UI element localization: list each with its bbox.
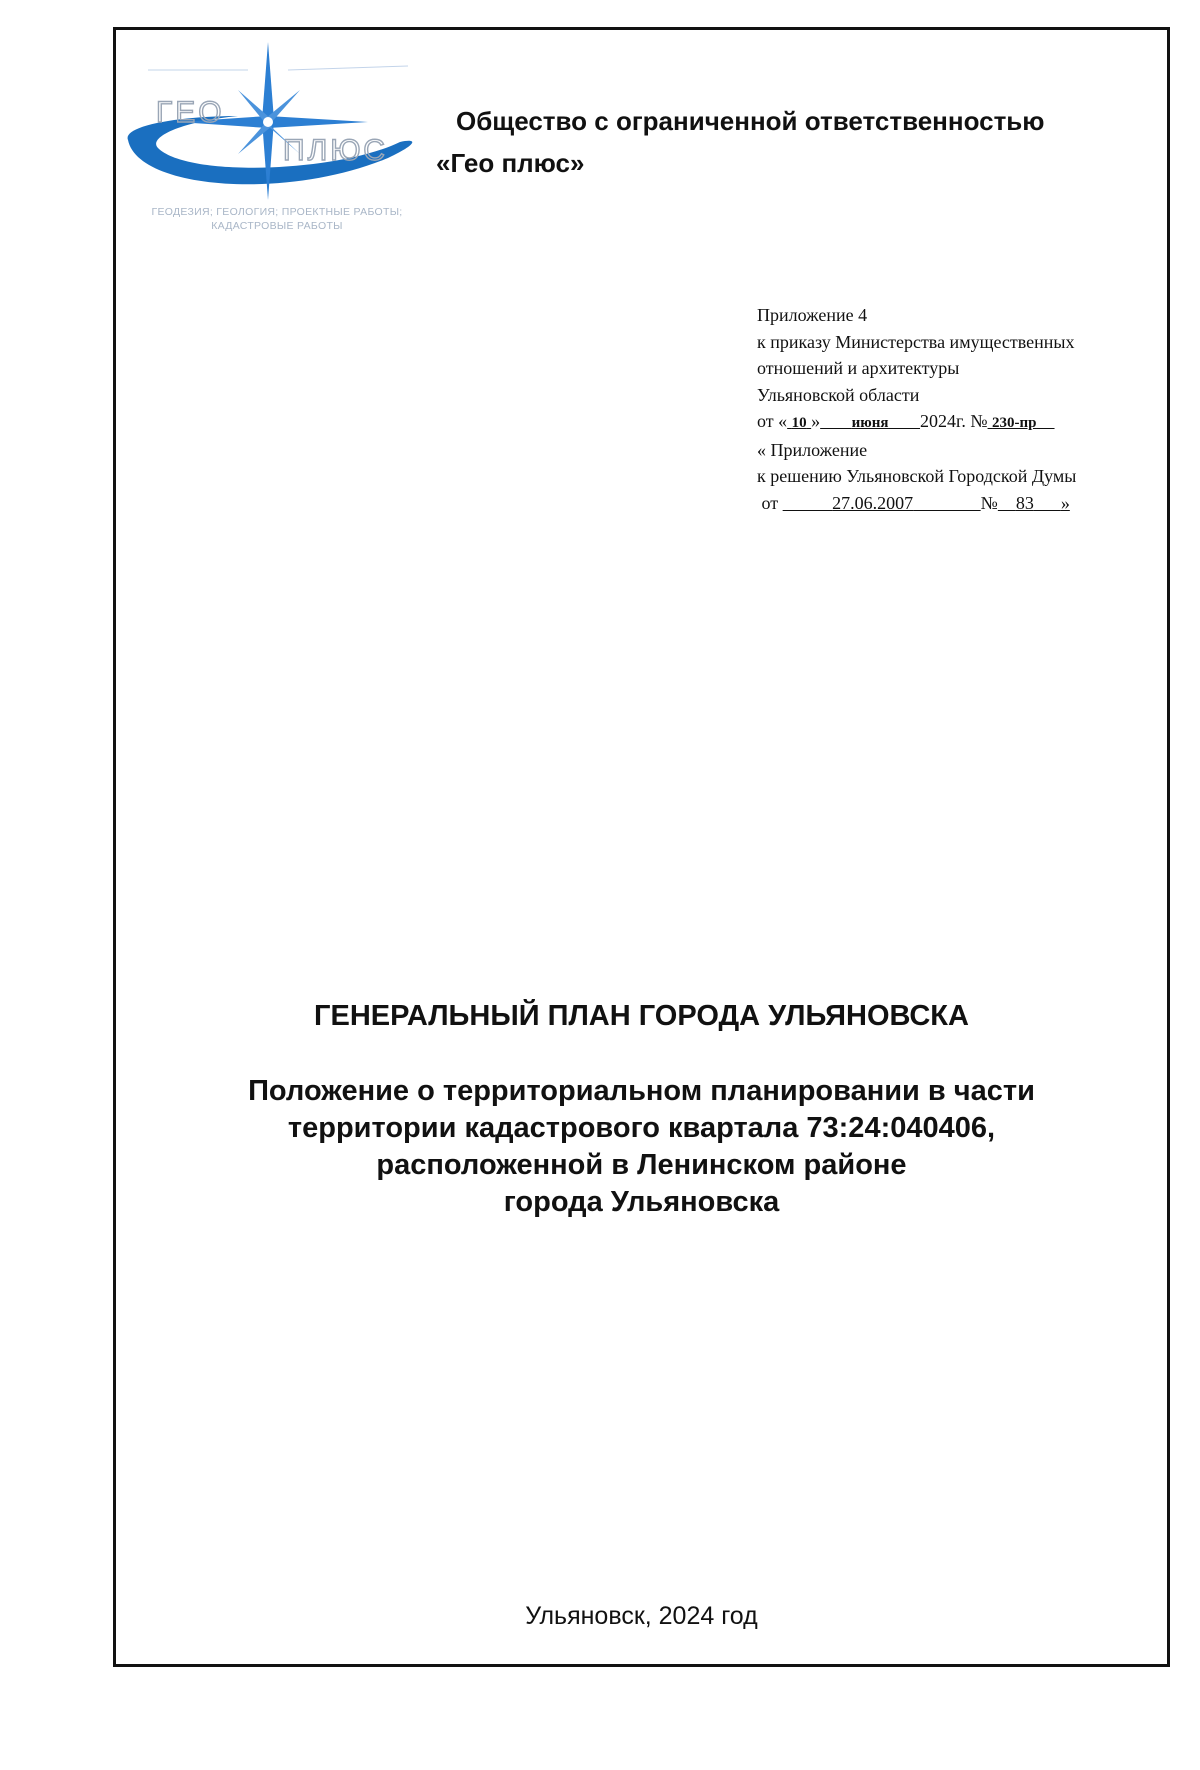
subtitle-line1: Положение о территориальном планировании в части [248,1075,1035,1107]
order-month: июня [851,415,889,431]
logo-text-plus: ПЛЮС [283,134,388,167]
subtitle-line2: территории кадастрового квартала 73:24:040406, [287,1112,996,1144]
appendix-line1: Приложение 4 [757,305,868,325]
appendix-decision-line [757,490,1137,517]
order-number: 230-пр [992,415,1037,431]
appendix-order-line [757,408,1137,437]
decision-number: 83 [1015,492,1034,513]
order-prefix: от « [757,411,788,431]
document-title: ГЕНЕРАЛЬНЫЙ ПЛАН ГОРОДА УЛЬЯНОВСКА [314,1000,969,1032]
appendix-block [757,302,1137,516]
document-subtitle [113,1073,1170,1221]
decision-close: » [1060,492,1070,513]
appendix-line2: к приказу Министерства имущественных [757,331,1075,352]
company-logo [118,40,436,240]
appendix-line4: Ульяновской области [757,384,920,405]
organization-name [436,100,1045,184]
organization-line2: «Гео плюс» [436,148,585,178]
logo-tagline-line1: ГЕОДЕЗИЯ; ГЕОЛОГИЯ; ПРОЕКТНЫЕ РАБОТЫ; [151,206,403,218]
order-day-close: » [811,411,821,431]
footer-city-year: Ульяновск, 2024 год [525,1602,758,1630]
organization-line1: Общество с ограниченной ответственностью [456,106,1045,136]
decision-date: 27.06.2007 [832,492,914,513]
logo-tagline-line2: КАДАСТРОВЫЕ РАБОТЫ [211,220,343,232]
logo-text-geo: ГЕО [156,96,225,129]
order-day: 10 [791,415,807,431]
decision-prefix: от [761,492,779,513]
order-year: 2024г. № [920,411,988,431]
logo-tagline [118,205,436,233]
page-frame [113,27,1170,1667]
appendix-line3: отношений и архитектуры [757,358,960,378]
compass-star-logo-icon [118,40,436,205]
appendix-line7: к решению Ульяновской Городской Думы [757,466,1077,486]
decision-no-label: № [980,492,998,513]
subtitle-line4: города Ульяновска [503,1186,780,1218]
appendix-line6: « Приложение [757,439,868,460]
subtitle-line3: расположенной в Ленинском районе [376,1149,907,1181]
